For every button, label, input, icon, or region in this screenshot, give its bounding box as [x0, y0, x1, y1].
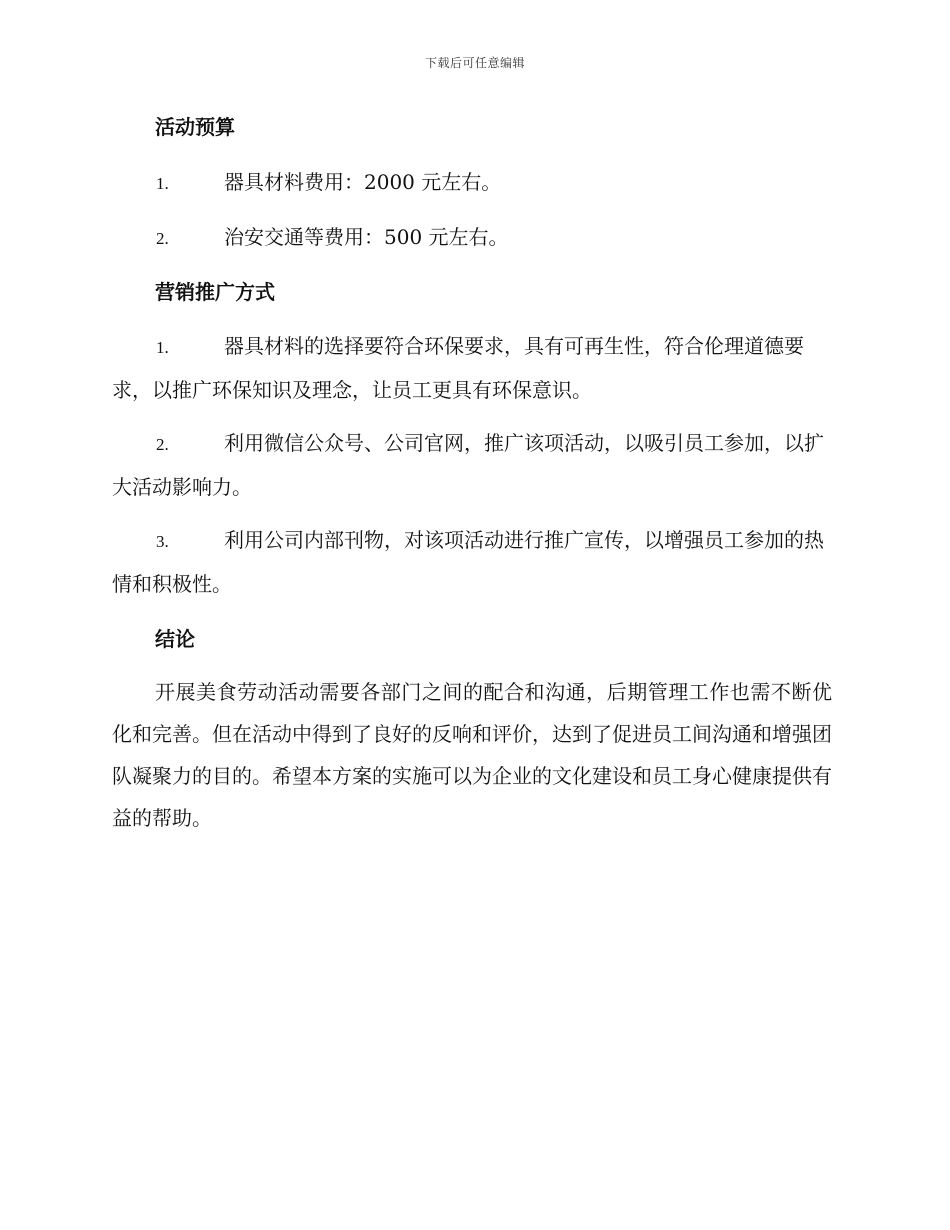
conclusion-paragraph: 开展美食劳动活动需要各部门之间的配合和沟通，后期管理工作也需不断优化和完善。但在活动中得到了良好的反响和评价，达到了促进员工间沟通和增强团队凝聚力的目的。希望本方案的实施可以为企业的文化建设和员工身心健康提供有益的帮助。 [112, 680, 832, 830]
marketing-item-2 [112, 422, 832, 508]
list-number: 2. [156, 435, 169, 454]
marketing-item-1 [112, 325, 832, 411]
list-number: 2. [156, 229, 169, 248]
marketing-item-3 [112, 519, 832, 605]
section-heading-conclusion: 结论 [155, 627, 195, 651]
list-number: 1. [156, 338, 169, 357]
list-text: 器具材料的选择要符合环保要求，具有可再生性，符合伦理道德要求，以推广环保知识及理念，让员工更具有环保意识。 [112, 334, 804, 402]
list-number: 3. [156, 532, 169, 551]
budget-item-1 [112, 161, 832, 205]
page-header: 下载后可任意编辑 [424, 56, 525, 70]
section-heading-budget: 活动预算 [155, 115, 235, 139]
section-heading-marketing: 营销推广方式 [155, 280, 275, 304]
list-number: 1. [156, 174, 169, 193]
list-text: 利用微信公众号、公司官网，推广该项活动，以吸引员工参加，以扩大活动影响力。 [112, 431, 824, 499]
list-text: 治安交通等费用：500 元左右。 [224, 225, 509, 249]
list-text: 利用公司内部刊物，对该项活动进行推广宣传，以增强员工参加的热情和积极性。 [112, 528, 824, 596]
budget-item-2 [112, 216, 832, 260]
list-text: 器具材料费用：2000 元左右。 [224, 170, 502, 194]
